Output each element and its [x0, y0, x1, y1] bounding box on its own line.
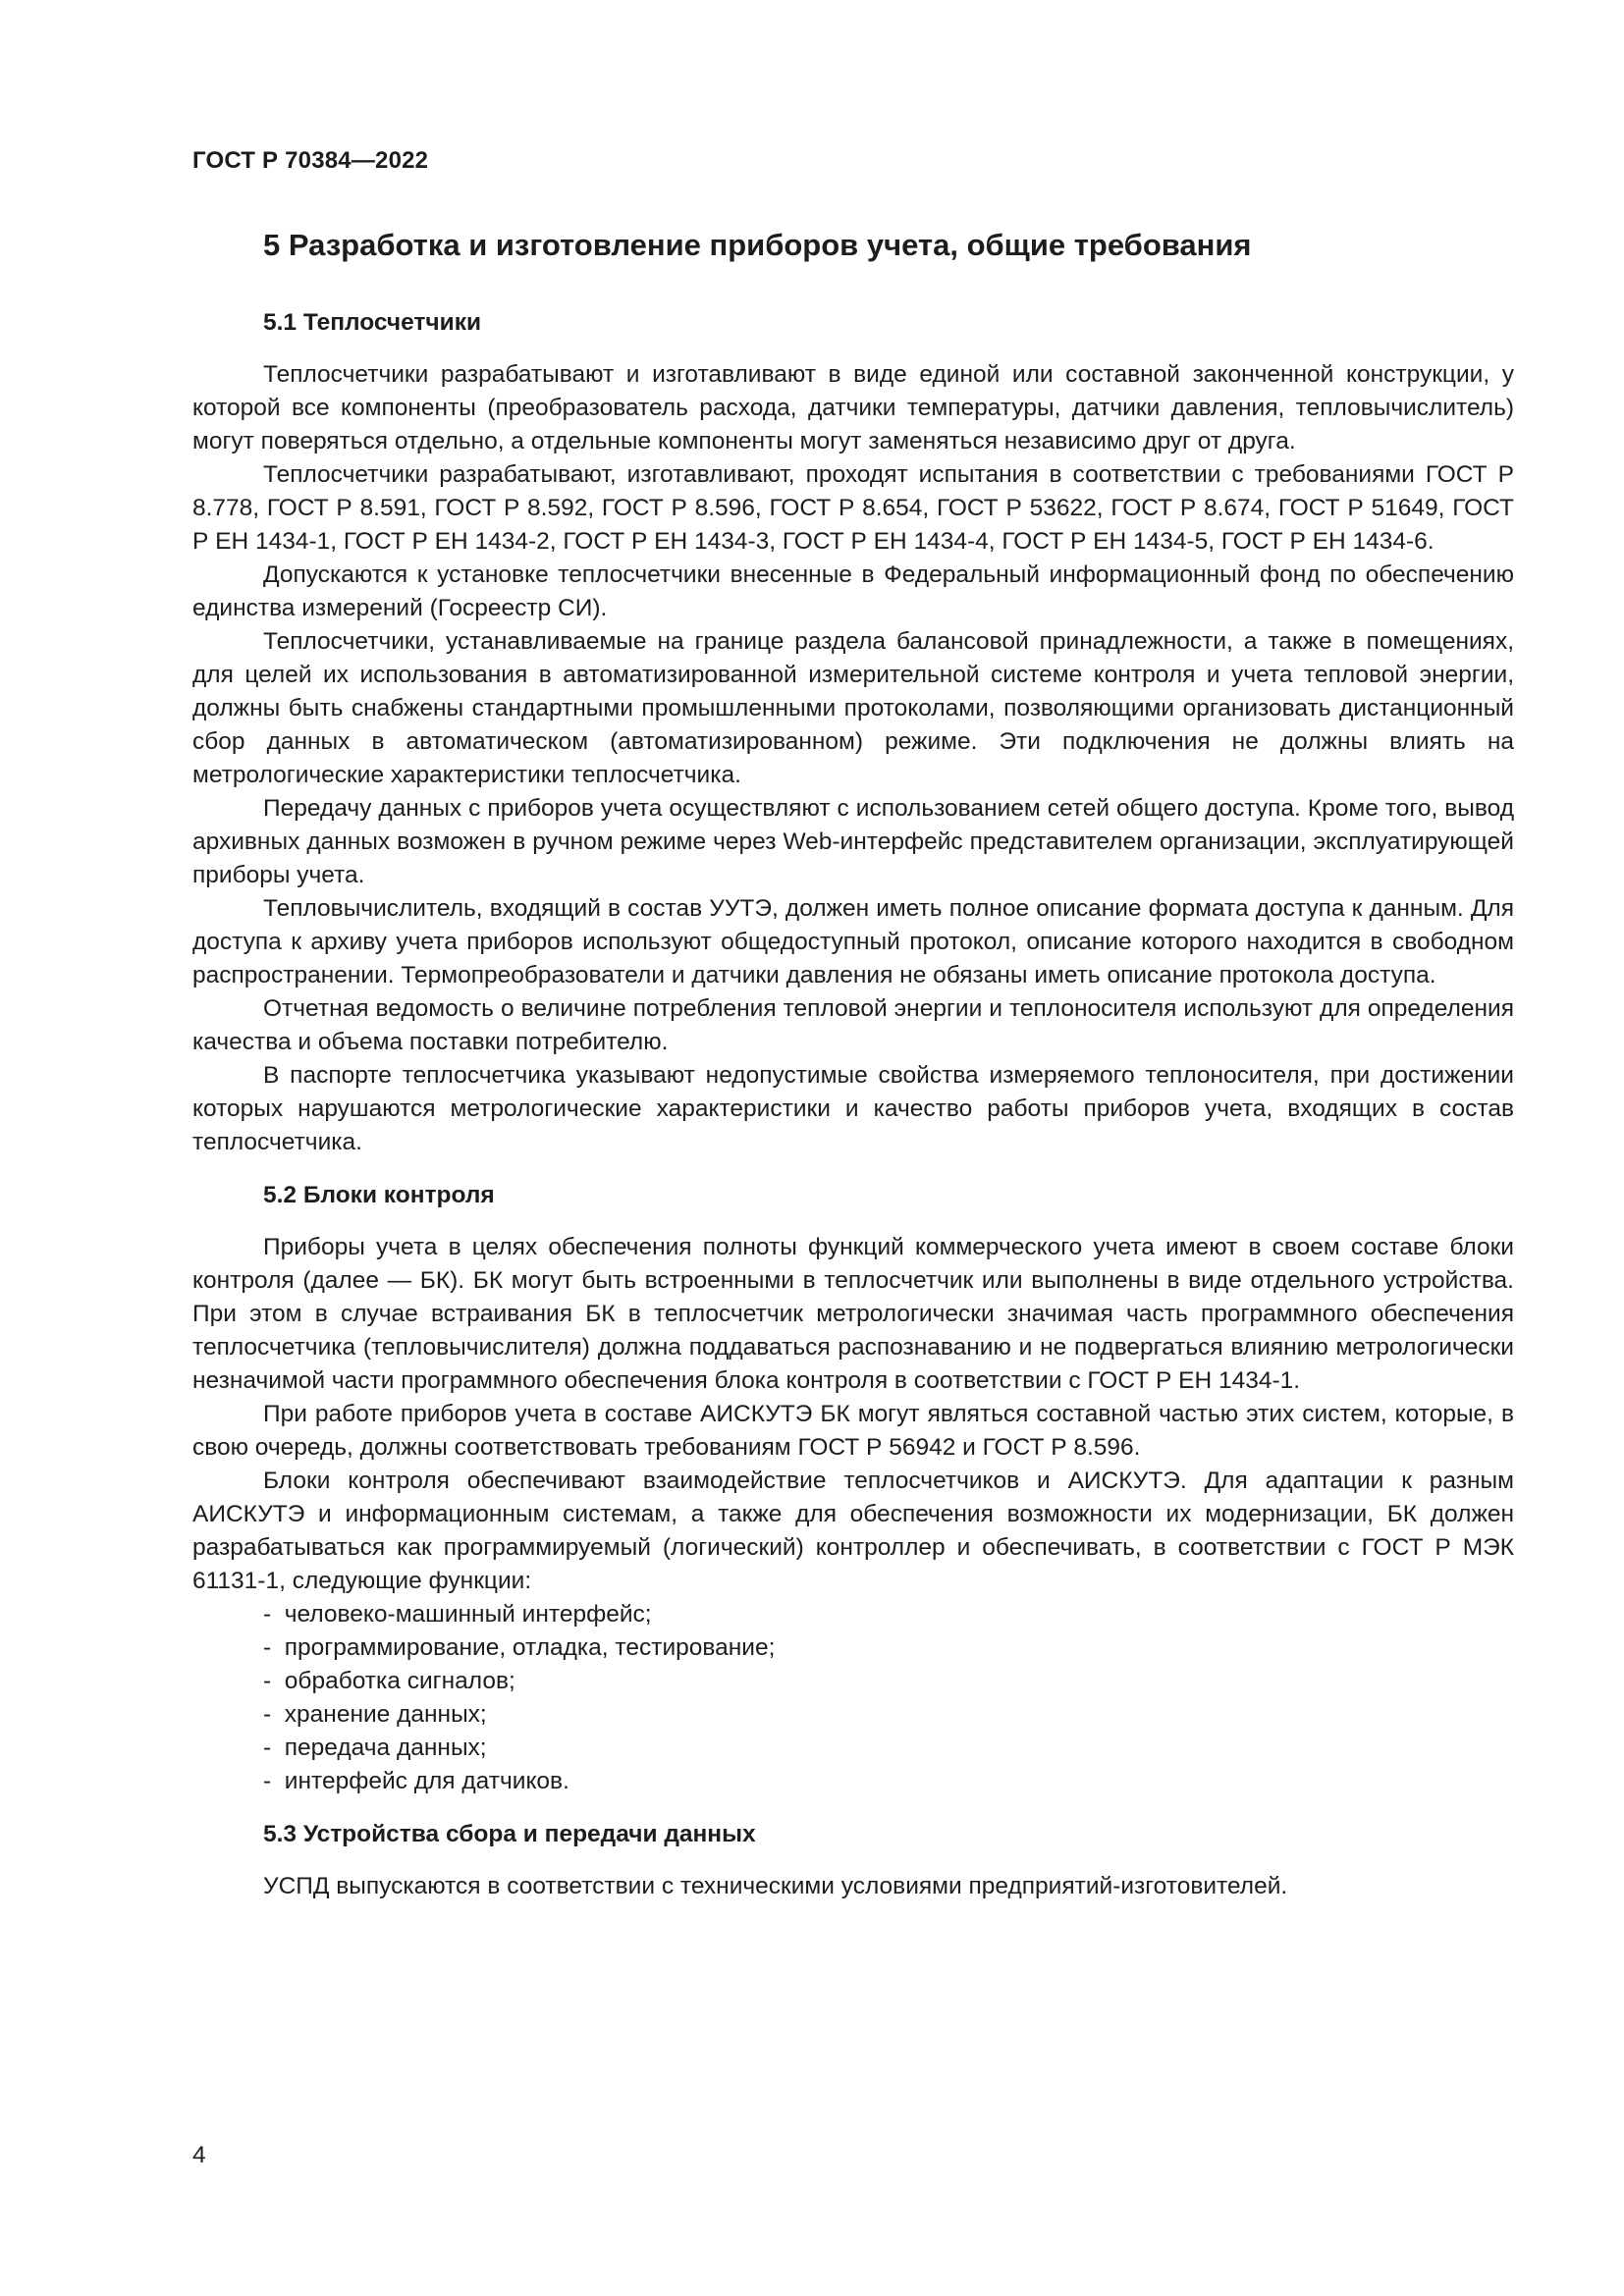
subsection-title-heat-meters: 5.1 Теплосчетчики	[263, 309, 482, 336]
list-item: - человеко-машинный интерфейс;	[263, 1598, 1514, 1631]
list-item: - обработка сигналов;	[263, 1665, 1514, 1698]
subsection-title-control-units: 5.2 Блоки контроля	[263, 1182, 495, 1208]
paragraph: В паспорте теплосчетчика указывают недопустимые свойства измеряемого теплоносителя, при достижении которых нарушаются метрологические характеристики и качество работы приборов учета, входящих в состав теплосчетчика.	[192, 1062, 1514, 1155]
paragraph: УСПД выпускаются в соответствии с техническими условиями предприятий-изготовителей.	[263, 1873, 1288, 1899]
paragraph: Теплосчетчики разрабатывают, изготавливают, проходят испытания в соответствии с требованиями ГОСТ Р 8.778, ГОСТ Р 8.591, ГОСТ Р 8.592, ГОСТ Р 8.596, ГОСТ Р 8.654, ГОСТ Р 53622, ГОСТ Р 8.674, ГОСТ Р 51649, ГОСТ Р ЕН 1434-1, ГОСТ Р ЕН 1434-2, ГОСТ Р ЕН 1434-3, ГОСТ Р ЕН 1434-4, ГОСТ Р ЕН 1434-5, ГОСТ Р ЕН 1434-6.	[192, 461, 1514, 555]
paragraph: Допускаются к установке теплосчетчики внесенные в Федеральный информационный фонд по обеспечению единства измерений (Госреестр СИ).	[192, 561, 1514, 621]
list-item: - хранение данных;	[263, 1698, 1514, 1732]
paragraph: Тепловычислитель, входящий в состав УУТЭ, должен иметь полное описание формата доступа к данным. Для доступа к архиву учета приборов используют общедоступный протокол, описание которого находится в свободном распространении. Термопреобразователи и датчики давления не обязаны иметь описание протокола доступа.	[192, 895, 1514, 988]
paragraph: Отчетная ведомость о величине потребления тепловой энергии и теплоносителя используют для определения качества и объема поставки потребителю.	[192, 995, 1514, 1055]
section-title: 5 Разработка и изготовление приборов учета, общие требования	[263, 228, 1252, 262]
page-number: 4	[192, 2142, 206, 2168]
paragraph: Блоки контроля обеспечивают взаимодействие теплосчетчиков и АИСКУТЭ. Для адаптации к разным АИСКУТЭ и информационным системам, а также для обеспечения возможности их модернизации, БК должен разрабатываться как программируемый (логический) контроллер и обеспечивать, в соответствии с ГОСТ Р МЭК 61131-1, следующие функции:	[192, 1468, 1514, 1594]
paragraph: Передачу данных с приборов учета осуществляют с использованием сетей общего доступа. Кроме того, вывод архивных данных возможен в ручном режиме через Web-интерфейс представителем организации, эксплуатирующей приборы учета.	[192, 795, 1514, 888]
section-spacer	[192, 1798, 1514, 1818]
document-body	[192, 306, 1514, 1903]
list-item: - программирование, отладка, тестирование;	[263, 1631, 1514, 1665]
paragraph: Приборы учета в целях обеспечения полноты функций коммерческого учета имеют в своем составе блоки контроля (далее — БК). БК могут быть встроенными в теплосчетчик или выполнены в виде отдельного устройства. При этом в случае встраивания БК в теплосчетчик метрологически значимая часть программного обеспечения теплосчетчика (тепловычислителя) должна поддаваться распознаванию и не подвергаться влиянию метрологически незначимой части программного обеспечения блока контроля в соответствии с ГОСТ Р ЕН 1434-1.	[192, 1234, 1514, 1394]
paragraph: Теплосчетчики, устанавливаемые на границе раздела балансовой принадлежности, а также в помещениях, для целей их использования в автоматизированной измерительной системе контроля и учета тепловой энергии, должны быть снабжены стандартными промышленными протоколами, позволяющими организовать дистанционный сбор данных в автоматическом (автоматизированном) режиме. Эти подключения не должны влиять на метрологические характеристики теплосчетчика.	[192, 628, 1514, 788]
paragraph: При работе приборов учета в составе АИСКУТЭ БК могут являться составной частью этих систем, которые, в свою очередь, должны соответствовать требованиям ГОСТ Р 56942 и ГОСТ Р 8.596.	[192, 1401, 1514, 1461]
document-code-header: ГОСТ Р 70384—2022	[192, 147, 429, 174]
document-page	[192, 0, 1514, 2296]
list-item: - передача данных;	[263, 1732, 1514, 1765]
list-item: - интерфейс для датчиков.	[263, 1765, 1514, 1798]
section-spacer	[192, 1159, 1514, 1179]
functions-list	[192, 1598, 1514, 1798]
paragraph: Теплосчетчики разрабатывают и изготавливают в виде единой или составной законченной конструкции, у которой все компоненты (преобразователь расхода, датчики температуры, датчики давления, тепловычислитель) могут поверяться отдельно, а отдельные компоненты могут заменяться независимо друг от друга.	[192, 361, 1514, 454]
subsection-title-data-devices: 5.3 Устройства сбора и передачи данных	[263, 1821, 756, 1847]
